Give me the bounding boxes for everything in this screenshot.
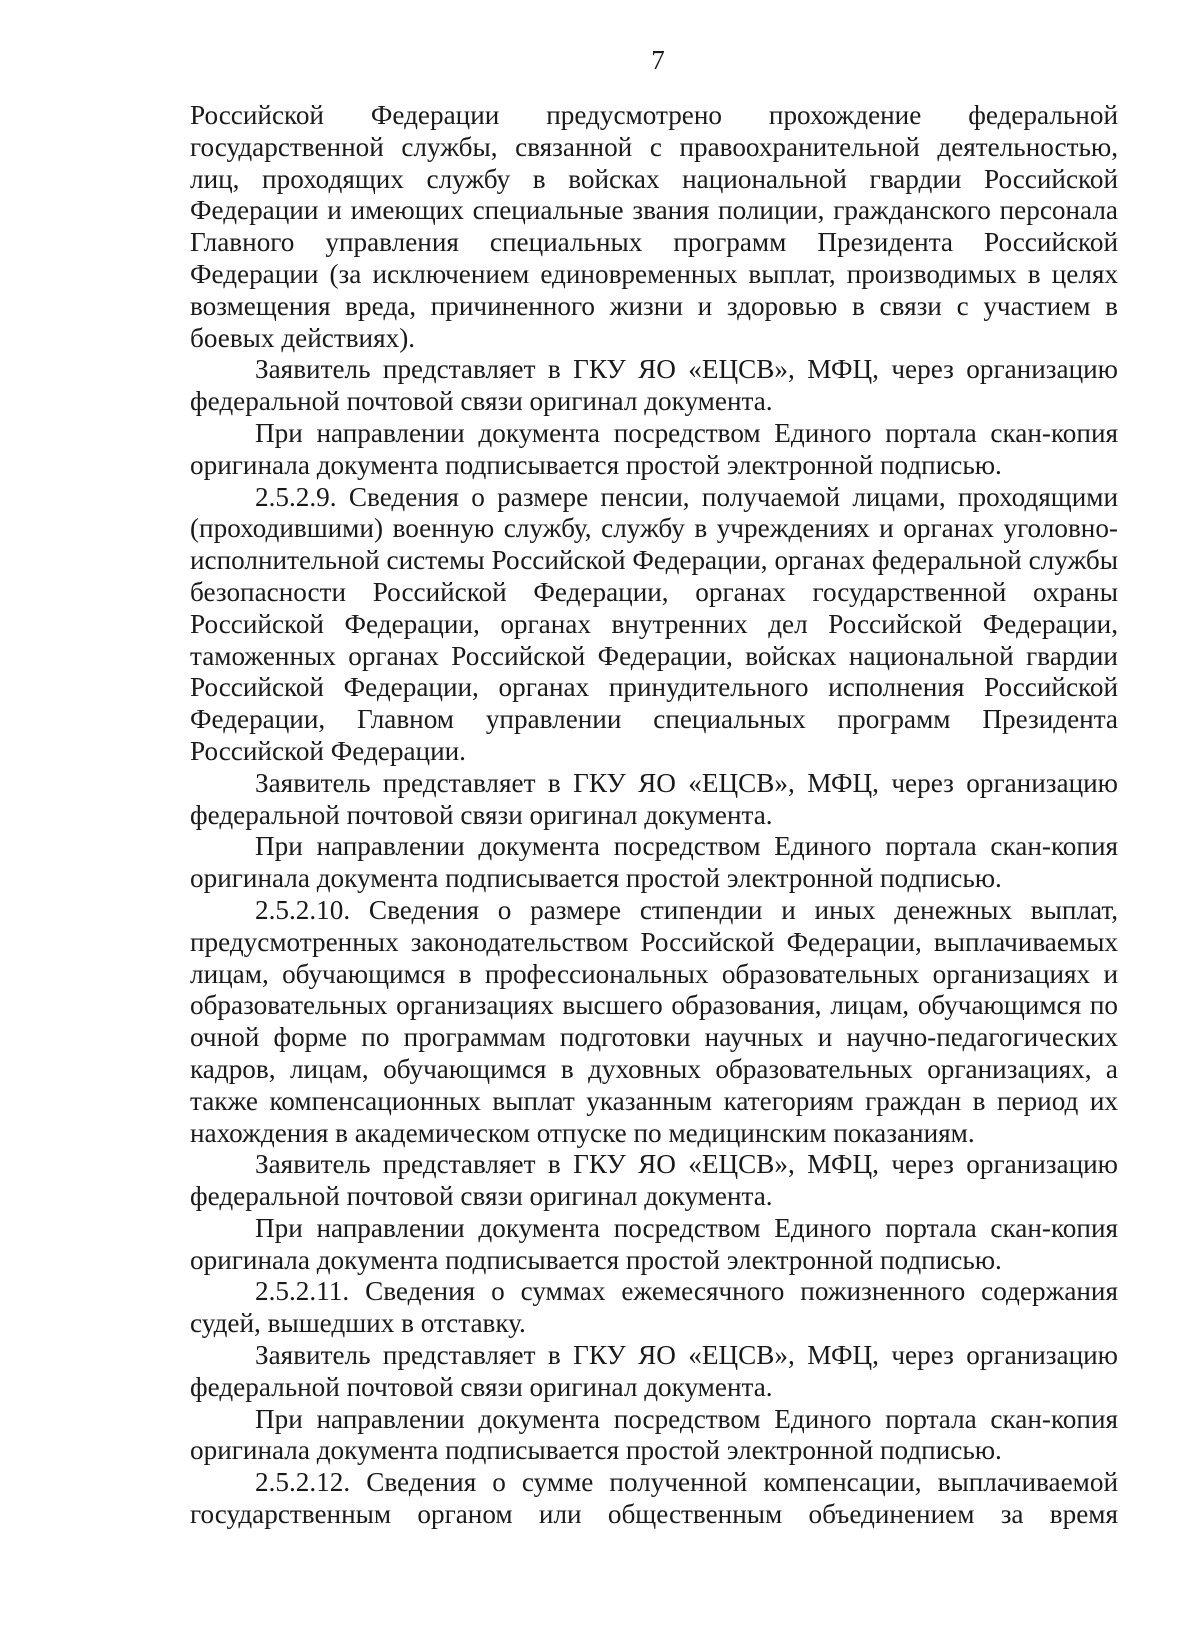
paragraph-applicant-submission: Заявитель представляет в ГКУ ЯО «ЕЦСВ», МФЦ, через организацию федеральной почтовой связи оригинал документа. bbox=[190, 1149, 1118, 1212]
paragraph-portal-signature: При направлении документа посредством Единого портала скан-копия оригинала документа подписывается простой электронной подписью. bbox=[190, 831, 1118, 894]
paragraph-clause-2-5-2-9: 2.5.2.9. Сведения о размере пенсии, получаемой лицами, проходящими (проходившими) военную службу, службу в учреждениях и органах уголовно-исполнительной системы Российской Федерации, органах федеральной службы безопасности Российской Федерации, органах государственной охраны Российской Федерации, органах внутренних дел Российской Федерации, таможенных органах Российской Федерации, войсках национальной гвардии Российской Федерации, органах принудительного исполнения Российской Федерации, Главном управлении специальных программ Президента Российской Федерации. bbox=[190, 481, 1118, 766]
paragraph-continued-text: Российской Федерации предусмотрено прохождение федеральной государственной службы, связанной с правоохранительной деятельностью, лиц, проходящих службу в войсках национальной гвардии Российской Федерации и имеющих специальные звания полиции, гражданского персонала Главного управления специальных программ Президента Российской Федерации (за исключением единовременных выплат, производимых в целях возмещения вреда, причиненного жизни и здоровью в связи с участием в боевых действиях). bbox=[190, 100, 1118, 353]
paragraph-applicant-submission: Заявитель представляет в ГКУ ЯО «ЕЦСВ», МФЦ, через организацию федеральной почтовой связи оригинал документа. bbox=[190, 1340, 1118, 1402]
paragraph-applicant-submission: Заявитель представляет в ГКУ ЯО «ЕЦСВ», МФЦ, через организацию федеральной почтовой связи оригинал документа. bbox=[190, 354, 1118, 417]
paragraph-portal-signature: При направлении документа посредством Единого портала скан-копия оригинала документа подписывается простой электронной подписью. bbox=[190, 417, 1118, 480]
paragraph-clause-2-5-2-12: 2.5.2.12. Сведения о сумме полученной компенсации, выплачиваемой государственным органом или общественным объединением за время bbox=[190, 1467, 1118, 1530]
paragraph-clause-2-5-2-11: 2.5.2.11. Сведения о суммах ежемесячного пожизненного содержания судей, вышедших в отставку. bbox=[190, 1276, 1118, 1339]
page-number: 7 bbox=[651, 45, 665, 75]
paragraph-portal-signature: При направлении документа посредством Единого портала скан-копия оригинала документа подписывается простой электронной подписью. bbox=[190, 1403, 1118, 1466]
document-body bbox=[190, 100, 1118, 1531]
paragraph-clause-2-5-2-10: 2.5.2.10. Сведения о размере стипендии и иных денежных выплат, предусмотренных законодательством Российской Федерации, выплачиваемых лицам, обучающимся в профессиональных образовательных организациях и образовательных организациях высшего образования, лицам, обучающимся по очной форме по программам подготовки научных и научно-педагогических кадров, лицам, обучающимся в духовных образовательных организациях, а также компенсационных выплат указанным категориям граждан в период их нахождения в академическом отпуске по медицинским показаниям. bbox=[190, 894, 1118, 1148]
paragraph-portal-signature: При направлении документа посредством Единого портала скан-копия оригинала документа подписывается простой электронной подписью. bbox=[190, 1212, 1118, 1275]
paragraph-applicant-submission: Заявитель представляет в ГКУ ЯО «ЕЦСВ», МФЦ, через организацию федеральной почтовой связи оригинал документа. bbox=[190, 767, 1118, 830]
